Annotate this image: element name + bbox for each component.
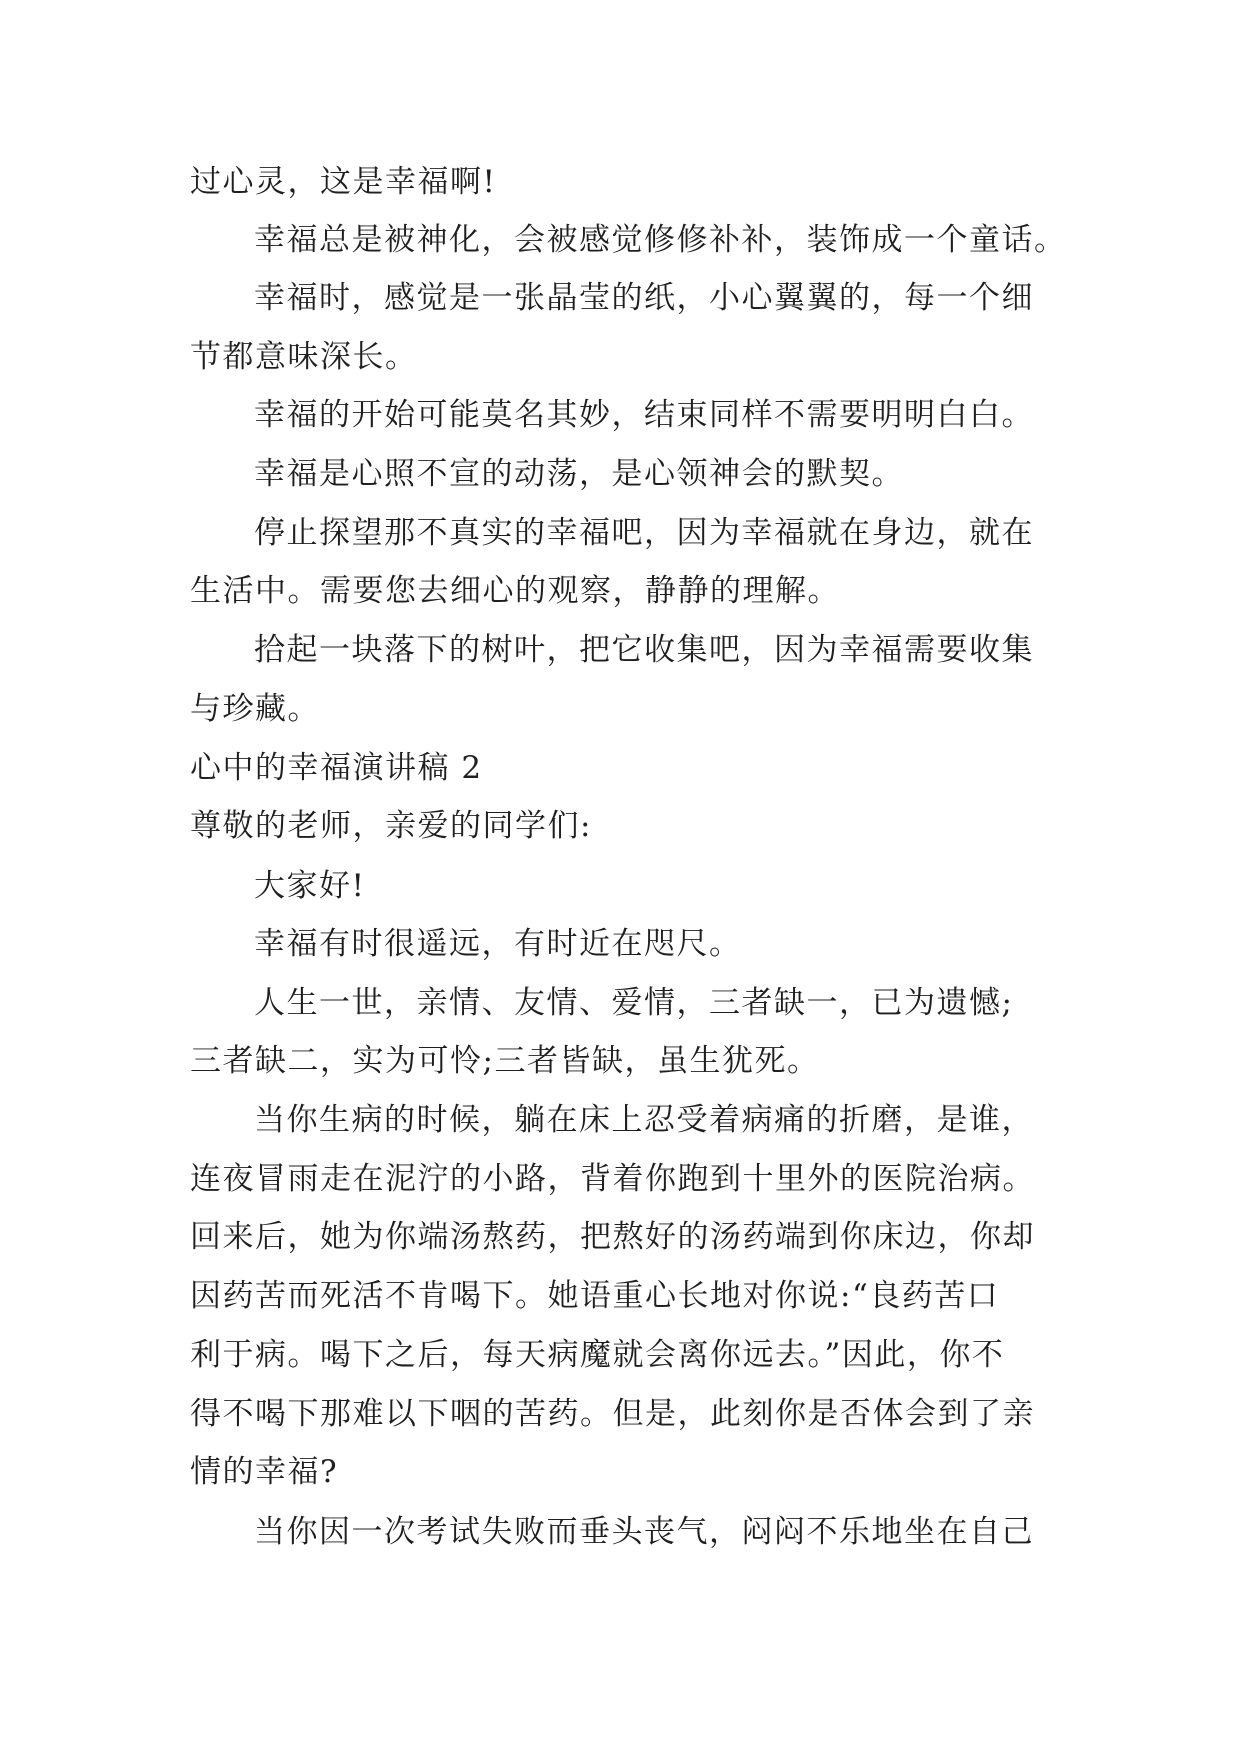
text-line: 连夜冒雨走在泥泞的小路，背着你跑到十里外的医院治病。 xyxy=(190,1161,1035,1197)
text-line: 三者缺二，实为可怜;三者皆缺，虽生犹死。 xyxy=(190,1043,820,1079)
section-heading: 心中的幸福演讲稿 2 xyxy=(190,750,483,786)
text-line: 幸福时，感觉是一张晶莹的纸，小心翼翼的，每一个细 xyxy=(254,280,1034,316)
text-line: 与珍藏。 xyxy=(190,691,320,727)
text-line: 节都意味深长。 xyxy=(190,339,418,375)
text-line: 生活中。需要您去细心的观察，静静的理解。 xyxy=(190,573,840,609)
text-line: 过心灵，这是幸福啊! xyxy=(190,164,497,200)
text-line: 情的幸福? xyxy=(190,1454,339,1490)
text-line: 得不喝下那难以下咽的苦药。但是，此刻你是否体会到了亲 xyxy=(190,1396,1035,1432)
text-line: 停止探望那不真实的幸福吧，因为幸福就在身边，就在 xyxy=(254,515,1034,551)
text-line: 人生一世，亲情、友情、爱情，三者缺一，已为遗憾; xyxy=(254,985,1014,1021)
salutation: 尊敬的老师，亲爱的同学们: xyxy=(190,808,592,844)
text-line: 利于病。喝下之后，每天病魔就会离你远去。”因此，你不 xyxy=(190,1337,1005,1373)
text-line: 幸福的开始可能莫名其妙，结束同样不需要明明白白。 xyxy=(254,397,1034,433)
text-line: 拾起一块落下的树叶，把它收集吧，因为幸福需要收集 xyxy=(254,632,1034,668)
text-line: 回来后，她为你端汤熬药，把熬好的汤药端到你床边，你却 xyxy=(190,1219,1035,1255)
text-line: 幸福是心照不宣的动荡，是心领神会的默契。 xyxy=(254,456,904,492)
greeting: 大家好! xyxy=(254,868,366,904)
text-line: 幸福有时很遥远，有时近在咫尺。 xyxy=(254,926,742,962)
text-line: 幸福总是被神化，会被感觉修修补补，装饰成一个童话。 xyxy=(254,222,1067,258)
text-line: 当你因一次考试失败而垂头丧气，闷闷不乐地坐在自己 xyxy=(254,1514,1034,1550)
text-line: 因药苦而死活不肯喝下。她语重心长地对你说:“良药苦口 xyxy=(190,1278,1000,1314)
text-line: 当你生病的时候，躺在床上忍受着病痛的折磨，是谁， xyxy=(254,1102,1034,1138)
